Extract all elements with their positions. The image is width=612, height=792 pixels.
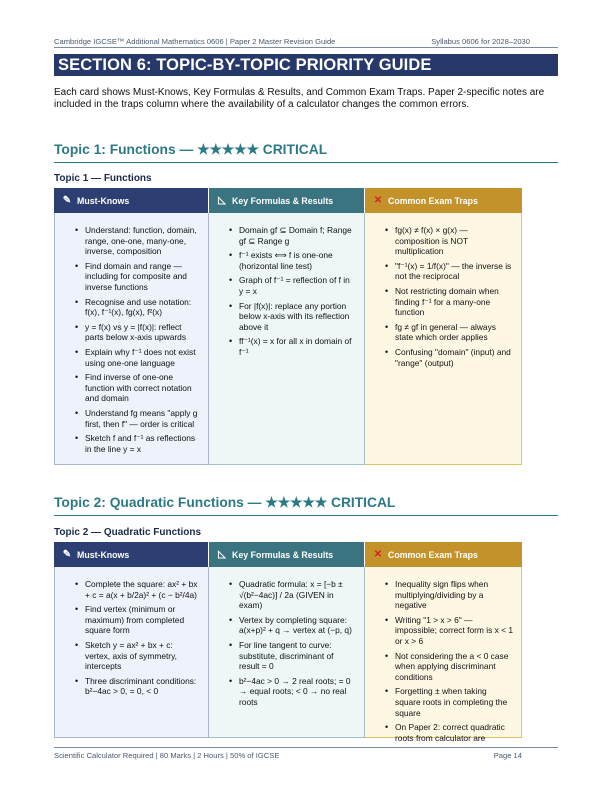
cross-icon: ✕ [373,549,383,560]
pencil-icon: ✎ [62,195,72,206]
key-formulas-column [209,213,365,465]
list-item: • Three discriminant conditions: b²−4ac > 0, = 0, < 0 [75,676,200,697]
running-header-left: Cambridge IGCSE™ Additional Mathematics 0606 | Paper 2 Master Revision Guide [54,37,336,46]
list-item: • Sketch y = ax² + bx + c: vertex, axis of symmetry, intercepts [75,640,200,672]
list-item: • Find domain and range — including for composite and inverse functions [75,261,200,293]
list-item: • Confusing "domain" (input) and "range" (output) [385,347,513,368]
must-knows-column [54,567,209,738]
list-item: • Writing "1 > x > 6" — impossible; correct form is x < 1 or x > 6 [385,615,513,647]
key-formulas-column [209,567,365,738]
set-square-icon: ◺ [218,549,226,560]
cross-icon: ✕ [373,195,383,206]
list-item: • Forgetting ± when taking square roots in completing the square [385,686,513,718]
list-item: • y = f(x) vs y = |f(x)|: reflect parts below x-axis upwards [75,322,200,343]
list-item: • fg(x) ≠ f(x) × g(x) — composition is NOT multiplication [385,225,513,257]
must-knows-column [54,213,209,465]
card-header-row [54,542,522,567]
topic-1-heading: Topic 1: Functions — ★★★★★ CRITICAL [54,141,558,163]
list-item: • Recognise and use notation: f(x), f⁻¹(x), fg(x), f²(x) [75,297,200,318]
running-header-right: Syllabus 0606 for 2028–2030 [431,37,530,46]
must-knows-header [54,188,209,213]
list-item: • Not considering the a < 0 case when applying discriminant conditions [385,651,513,683]
topic-2-subheading: Topic 2 — Quadratic Functions [54,527,202,538]
card-body [54,567,522,743]
section-title: SECTION 6: TOPIC-BY-TOPIC PRIORITY GUIDE [54,54,558,76]
list-item: • Domain gf ⊆ Domain f; Range gf ⊆ Range g [229,225,356,246]
list-item: • For |f(x)|: replace any portion below x-axis with its reflection above it [229,301,356,333]
list-item: • Understand: function, domain, range, one-one, many-one, inverse, composition [75,225,200,257]
set-square-icon: ◺ [218,195,226,206]
key-formulas-label: Key Formulas & Results [232,195,334,206]
exam-traps-header [365,188,522,213]
must-knows-label: Must-Knows [77,195,130,206]
list-item: • Find inverse of one-one function with correct notation and domain [75,372,200,404]
list-item: • Not restricting domain when finding f⁻¹ for a many-one function [385,286,513,318]
page-number: Page 14 [493,751,522,760]
list-item: • fg ≠ gf in general — always state which order applies [385,322,513,343]
key-formulas-header [209,188,365,213]
topic-1-card [54,188,522,465]
card-header-row [54,188,522,213]
list-item: • Quadratic formula: x = [−b ± √(b²−4ac)] / 2a (GIVEN in exam) [229,579,356,611]
list-item: • b²−4ac > 0 → 2 real roots; = 0 → equal roots; < 0 → no real roots [229,676,356,708]
must-knows-header [54,542,209,567]
list-item: • For line tangent to curve: substitute, discriminant of result = 0 [229,640,356,672]
list-item: • Complete the square: ax² + bx + c = a(x + b/2a)² + (c − b²/4a) [75,579,200,600]
list-item: • Sketch f and f⁻¹ as reflections in the line y = x [75,433,200,454]
list-item: • f⁻¹ exists ⟺ f is one-one (horizontal line test) [229,250,356,271]
exam-traps-label: Common Exam Traps [388,195,478,206]
list-item: • Understand fg means "apply g first, then f" — order is critical [75,408,200,429]
topic-2-heading: Topic 2: Quadratic Functions — ★★★★★ CRITICAL [54,494,558,516]
page-footer [54,747,558,760]
list-item: • Find vertex (minimum or maximum) from completed square form [75,604,200,636]
exam-traps-column [365,567,522,743]
key-formulas-header [209,542,365,567]
list-item: • Vertex by completing square: a(x+p)² + q → vertex at (−p, q) [229,615,356,636]
list-item: • On Paper 2: correct quadratic roots from calculator are [385,722,513,743]
list-item: • Graph of f⁻¹ = reflection of f in y = x [229,275,356,296]
must-knows-label: Must-Knows [77,549,130,560]
running-header [54,36,558,48]
exam-traps-header [365,542,522,567]
pencil-icon: ✎ [62,549,72,560]
exam-traps-column [365,213,522,465]
list-item: • ff⁻¹(x) = x for all x in domain of f⁻¹ [229,336,356,357]
key-formulas-label: Key Formulas & Results [232,549,334,560]
card-body [54,213,522,465]
topic-2-card [54,542,522,743]
topic-1-subheading: Topic 1 — Functions [54,173,152,184]
intro-paragraph: Each card shows Must-Knows, Key Formulas & Results, and Common Exam Traps. Paper 2-specific notes are included in the traps column where the availability of a calculator changes the common errors. [54,87,545,111]
exam-traps-label: Common Exam Traps [388,549,478,560]
list-item: • "f⁻¹(x) = 1/f(x)" — the inverse is not the reciprocal [385,261,513,282]
list-item: • Explain why f⁻¹ does not exist using one-one language [75,347,200,368]
footer-left: Scientific Calculator Required | 80 Marks | 2 Hours | 50% of IGCSE [54,751,280,760]
list-item: • Inequality sign flips when multiplying/dividing by a negative [385,579,513,611]
